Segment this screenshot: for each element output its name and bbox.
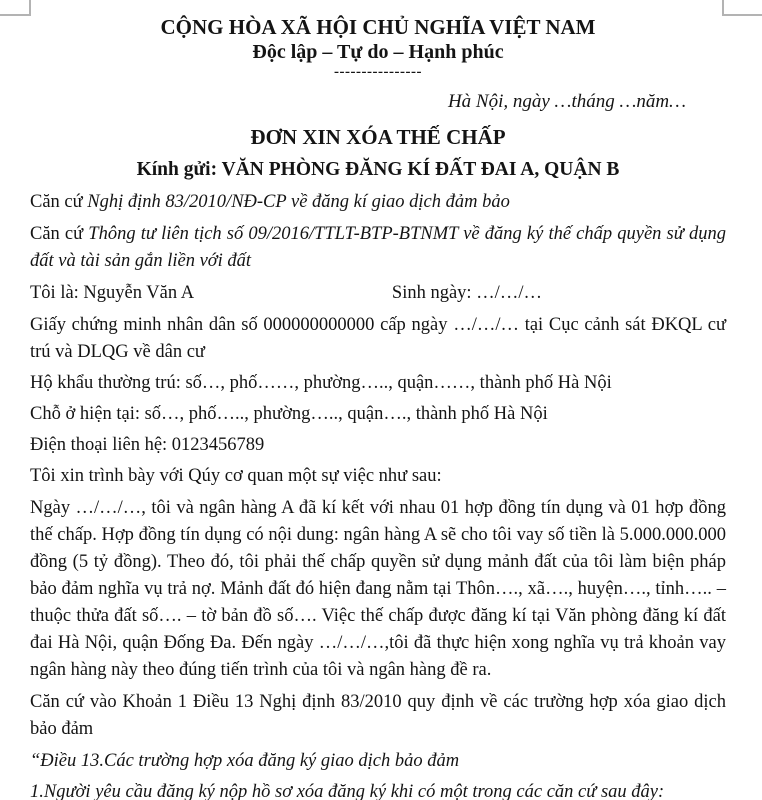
current-address-line: Chỗ ở hiện tại: số…, phố….., phường….., quận…., thành phố Hà Nội xyxy=(30,404,548,424)
document-title: ĐƠN XIN XÓA THẾ CHẤP xyxy=(250,125,506,149)
margin-crop-mark-top-right xyxy=(722,0,762,16)
header-divider: ---------------- xyxy=(334,64,422,80)
legal-basis-circular-text: Thông tư liên tịch số 09/2016/TTLT-BTP-BTNMT về đăng ký thế chấp quyền sử dụng đất và tài sản gắn liền với đất xyxy=(30,224,726,271)
legal-basis-circular xyxy=(30,221,726,275)
legal-basis-circular-prefix: Căn cứ xyxy=(30,224,89,244)
national-title: CỘNG HÒA XÃ HỘI CHỦ NGHĨA VIỆT NAM xyxy=(160,15,596,39)
legal-basis-decree xyxy=(30,189,726,216)
recipient-line: Kính gửi: VĂN PHÒNG ĐĂNG KÍ ĐẤT ĐAI A, QUẬN B xyxy=(136,159,620,180)
place-date-line: Hà Nội, ngày …tháng …năm… xyxy=(447,91,686,112)
intro-line: Tôi xin trình bày với Qúy cơ quan một sự việc như sau: xyxy=(30,466,442,486)
legal-basis-decree-text: Nghị định 83/2010/NĐ-CP về đăng kí giao dịch đảm bảo xyxy=(87,192,510,212)
legal-reference-paragraph: Căn cứ vào Khoản 1 Điều 13 Nghị định 83/2010 quy định về các trường hợp xóa giao dịch bảo đảm xyxy=(30,692,726,739)
national-motto: Độc lập – Tự do – Hạnh phúc xyxy=(252,41,504,63)
legal-basis-decree-prefix: Căn cứ xyxy=(30,192,88,212)
id-card-line: Giấy chứng minh nhân dân số 000000000000 cấp ngày …/…/… tại Cục cảnh sát ĐKQL cư trú và DLQG về dân cư xyxy=(30,315,726,362)
declarant-name: Tôi là: Nguyễn Văn A xyxy=(30,283,195,303)
quoted-article-heading: “Điều 13.Các trường hợp xóa đăng ký giao dịch bảo đảm xyxy=(30,751,460,771)
statement-paragraph: Ngày …/…/…, tôi và ngân hàng A đã kí kết với nhau 01 hợp đồng tín dụng và 01 hợp đồng thế chấp. Hợp đồng tín dụng có nội dung: ngân hàng A sẽ cho tôi vay số tiền là 5.000.000.000 đồng (5 tỷ đồng). Theo đó, tôi phải thế chấp quyền sử dụng mảnh đất của tôi làm biện pháp bảo đảm nghĩa vụ trả nợ. Mảnh đất đó hiện đang nằm tại Thôn…., xã…., huyện…., tỉnh….. – thuộc thửa đất số…. – tờ bản đồ số…. Việc thế chấp được đăng kí tại Văn phòng đăng kí đất đai Hà Nội, quận Đống Đa. Đến ngày …/…/…,tôi đã thực hiện xong nghĩa vụ trả khoản vay ngân hàng này theo đúng tiến trình của tôi và ngân hàng đề ra. xyxy=(30,498,726,680)
phone-line: Điện thoại liên hệ: 0123456789 xyxy=(30,435,265,455)
permanent-residence-line: Hộ khẩu thường trú: số…, phố……, phường….., quận……, thành phố Hà Nội xyxy=(30,373,612,393)
declarant-line xyxy=(30,280,726,307)
declarant-birth-date: Sinh ngày: …/…/… xyxy=(391,283,542,303)
quoted-article-clause: 1.Người yêu cầu đăng ký nộp hồ sơ xóa đăng ký khi có một trong các căn cứ sau đây: xyxy=(30,782,665,800)
margin-crop-mark-top-left xyxy=(0,0,31,16)
